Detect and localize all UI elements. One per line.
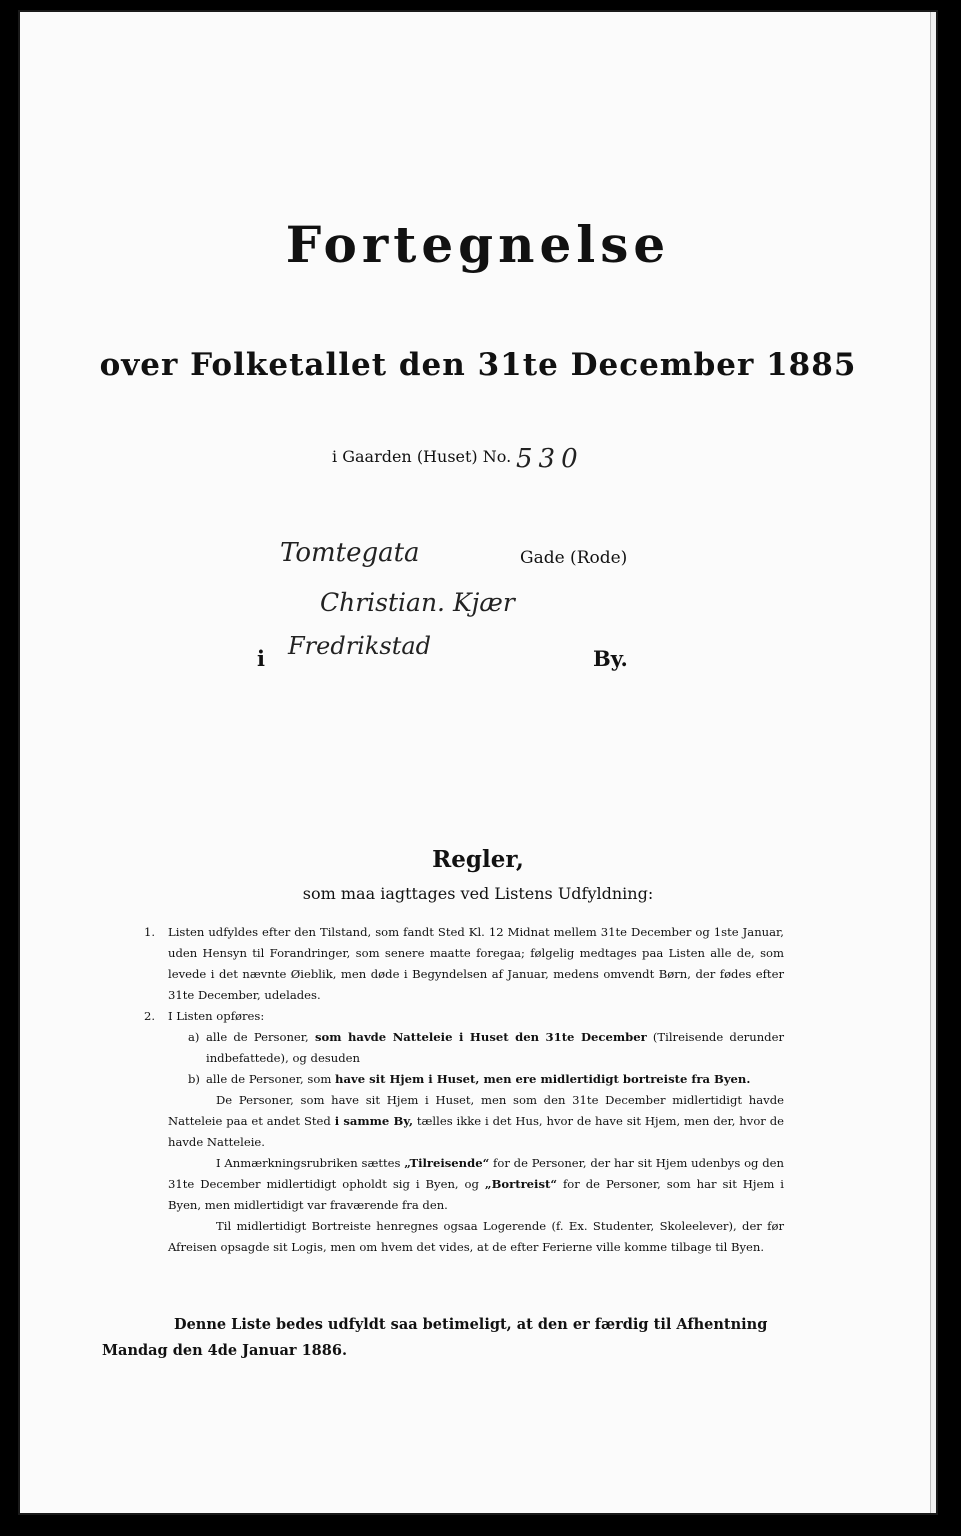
footer-notice (102, 1312, 782, 1364)
rule-sub-b (144, 1069, 784, 1090)
street-label: Gade (Rode) (520, 548, 628, 568)
rule-para-1 (144, 1090, 784, 1153)
rule-text: Listen udfyldes efter den Tilstand, som fandt Sted Kl. 12 Midnat mellem 31te December og 1ste Januar, uden Hensyn til Forandringer, som senere maatte foregaa; følgelig medtages paa Listen alle de, som levede i det nævnte Øieblik, men døde i Begyndelsen af Januar, medens omvendt Børn, der fødes efter 31te December, udelades. (168, 925, 784, 1002)
house-number-handwritten: 530 (516, 444, 584, 474)
rule-sub-a (144, 1027, 784, 1069)
para-2-text: I Anmærkningsrubriken sættes (216, 1156, 401, 1170)
para-1-text-end: tælles ikke i det Hus, hvor de have sit Hjem, men der, hvor de havde Natteleie. (168, 1114, 785, 1149)
rule-number: 1. (144, 925, 156, 939)
town-prefix: i (257, 646, 265, 671)
para-1-emphasis: i samme By, (334, 1114, 413, 1128)
form-title: Fortegnelse (285, 215, 671, 274)
para-3-text: Til midlertidigt Bortreiste henregnes ogsaa Logerende (f. Ex. Studenter, Skoleelever), der før Afreisen opsagde sit Logis, men om hvem det vides, at de efter Ferierne ville komme tilbage til Byen. (168, 1219, 784, 1254)
rules-body (144, 922, 784, 1258)
para-2-emphasis-tilreisende: „Tilreisende“ (404, 1156, 490, 1170)
street-handwritten: Tomtegata (280, 538, 420, 568)
sub-b-emphasis: have sit Hjem i Huset, men ere midlertidigt bortreiste fra Byen. (335, 1072, 751, 1086)
para-2-text-mid: for de Personer, der har sit Hjem udenbys og den 31te December midlertidigt opholdt sig i Byen, og (168, 1156, 785, 1191)
footer-line-2: Mandag den 4de Januar 1886. (102, 1342, 347, 1359)
town-handwritten: Fredrikstad (288, 632, 432, 660)
sub-b-text: alle de Personer, som (206, 1072, 332, 1086)
census-form-page (18, 10, 938, 1515)
rule-item-2 (144, 1006, 784, 1027)
sub-a-text-end: (Tilreisende derunder indbefattede), og desuden (206, 1030, 784, 1065)
sub-letter: a) (188, 1030, 200, 1044)
rules-heading: Regler, (432, 846, 524, 873)
rules-subheading: som maa iagttages ved Listens Udfyldning: (302, 884, 654, 903)
footer-line-1: Denne Liste bedes udfyldt saa betimeligt, at den er færdig til Afhentning (174, 1316, 768, 1333)
sub-letter: b) (188, 1072, 200, 1086)
rule-item-1 (144, 922, 784, 1006)
district-handwritten: Christian. Kjær (320, 588, 515, 617)
rule-text: I Listen opføres: (168, 1009, 265, 1023)
para-2-emphasis-bortreist: „Bortreist“ (484, 1177, 558, 1191)
rule-number: 2. (144, 1009, 156, 1023)
town-label: By. (593, 646, 628, 671)
sub-a-text: alle de Personer, (206, 1030, 309, 1044)
house-label: i Gaarden (Huset) No. (332, 447, 512, 466)
sub-a-emphasis: som havde Natteleie i Huset den 31te December (314, 1030, 647, 1044)
para-1-text: De Personer, som have sit Hjem i Huset, men som den 31te December midlertidigt havde Natteleie paa et andet Sted (168, 1093, 784, 1128)
rule-para-3 (144, 1216, 784, 1258)
form-subtitle: over Folketallet den 31te December 1885 (99, 347, 857, 383)
para-2-text-end: for de Personer, som har sit Hjem i Byen, men midlertidigt var fraværende fra den. (168, 1177, 785, 1212)
rule-para-2 (144, 1153, 784, 1216)
